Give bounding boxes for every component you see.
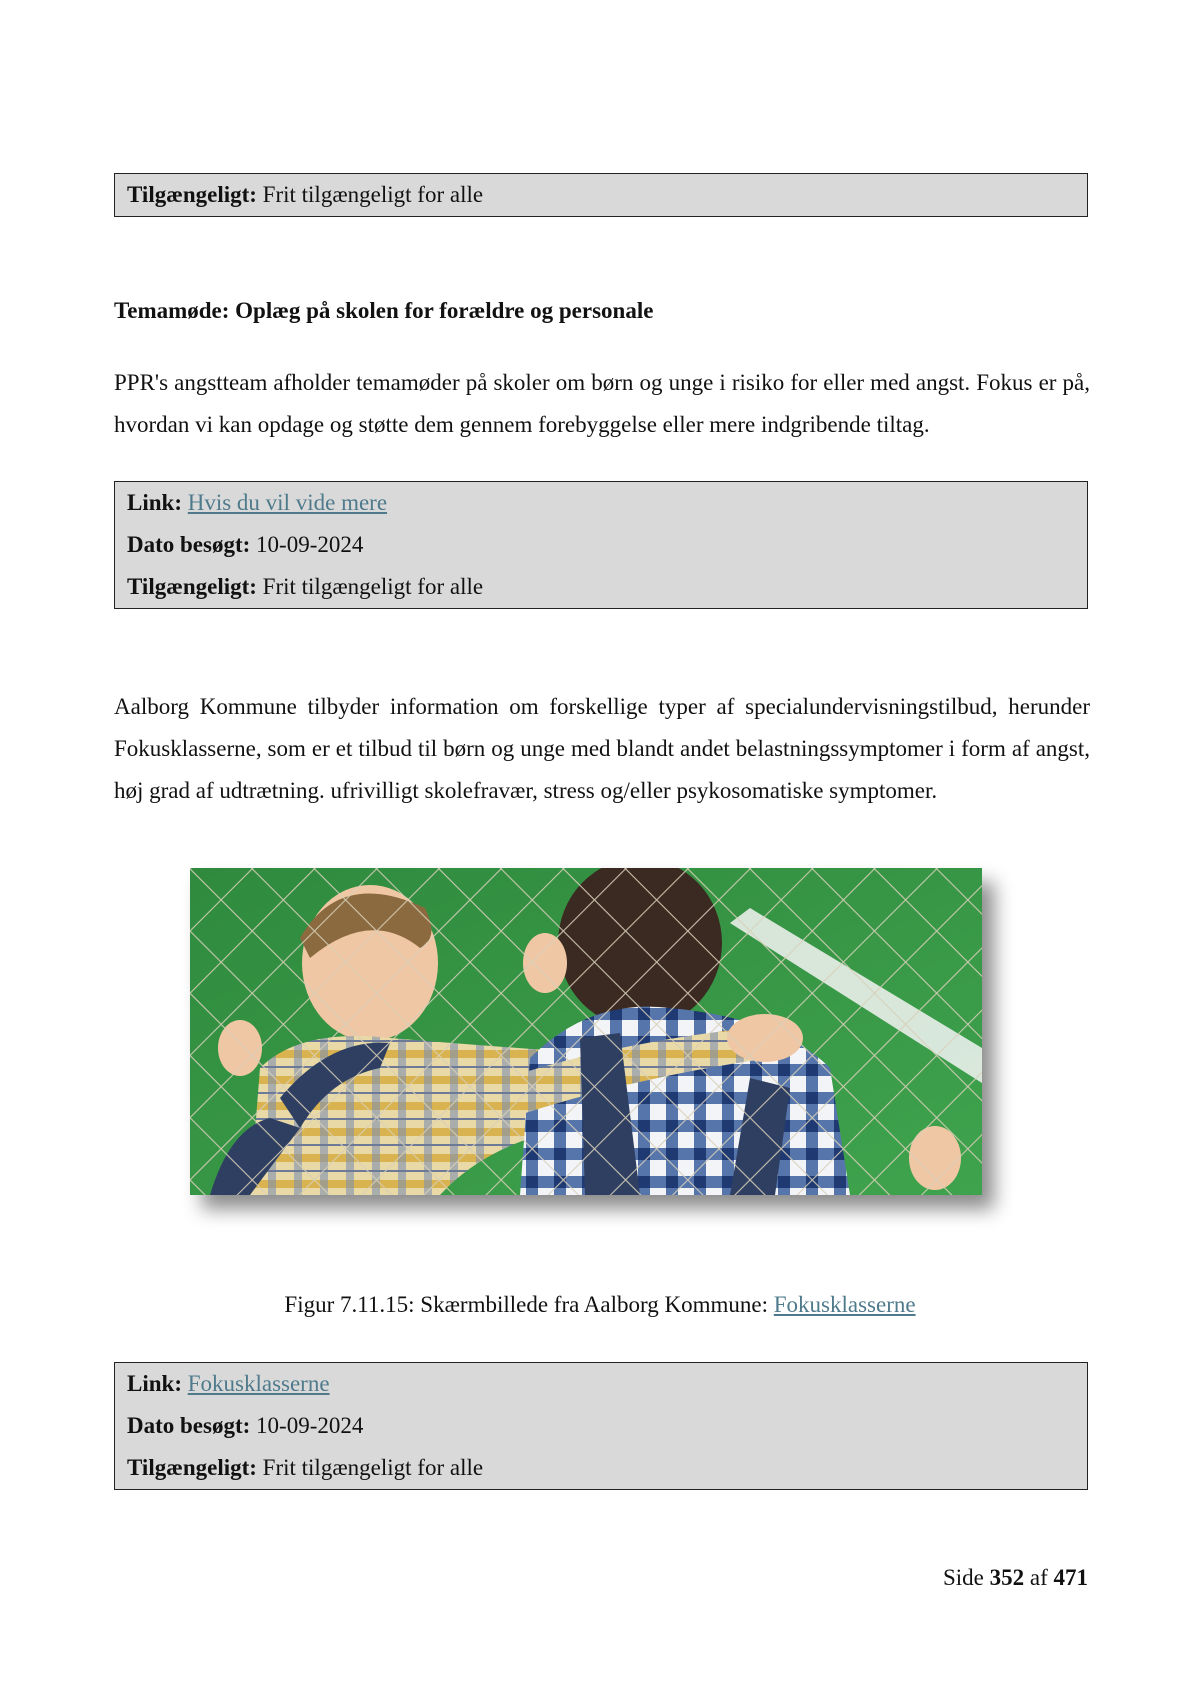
availability-value: Frit tilgængeligt for alle	[262, 574, 484, 599]
date-row	[127, 1405, 1075, 1447]
link-row	[127, 1363, 1075, 1405]
page-number	[943, 1562, 1088, 1594]
availability-label: Tilgængeligt:	[127, 574, 257, 599]
fokusklasserne-link[interactable]: Fokusklasserne	[187, 1371, 330, 1396]
figure-image	[190, 868, 982, 1195]
date-row	[127, 524, 1075, 566]
date-label: Dato besøgt:	[127, 1413, 251, 1438]
availability-value: Frit tilgængeligt for alle	[262, 1455, 484, 1480]
total-pages: 471	[1053, 1565, 1088, 1590]
availability-label: Tilgængeligt:	[127, 182, 257, 207]
page-side-label: Side	[942, 1565, 984, 1590]
date-value: 10-09-2024	[256, 1413, 364, 1438]
link-label: Link:	[127, 490, 182, 515]
info-box-2	[114, 481, 1088, 609]
info-box-1	[114, 173, 1088, 217]
fokusklasser-paragraph: Aalborg Kommune tilbyder information om forskellige typer af specialundervisningstilbud, herunder Fokusklasserne, som er et tilbud til børn og unge med blandt andet belastningssymptomer i form af angst, høj grad af udtrætning. ufrivilligt skolefravær, stress og/eller psykosomatiske symptomer.	[114, 694, 1090, 803]
caption-fokusklasserne-link[interactable]: Fokusklasserne	[773, 1292, 916, 1317]
availability-row	[127, 1447, 1075, 1489]
page-af-label: af	[1029, 1565, 1048, 1590]
link-label: Link:	[127, 1371, 182, 1396]
current-page: 352	[989, 1565, 1025, 1590]
date-value: 10-09-2024	[256, 532, 364, 557]
availability-row	[127, 566, 1075, 608]
section-heading: Temamøde: Oplæg på skolen for forældre og personale	[114, 298, 654, 323]
figure-caption	[0, 1289, 1200, 1321]
link-row	[127, 482, 1075, 524]
caption-text: Figur 7.11.15: Skærmbillede fra Aalborg Kommune:	[284, 1292, 774, 1317]
vide-mere-link[interactable]: Hvis du vil vide mere	[187, 490, 388, 515]
children-at-fence-photo	[190, 868, 982, 1195]
availability-row	[127, 174, 1075, 216]
date-label: Dato besøgt:	[127, 532, 251, 557]
availability-label: Tilgængeligt:	[127, 1455, 257, 1480]
section-paragraph: PPR's angstteam afholder temamøder på skoler om børn og unge i risiko for eller med angst. Fokus er på, hvordan vi kan opdage og støtte dem gennem forebyggelse eller mere indgribende tiltag.	[114, 370, 1090, 437]
info-box-3	[114, 1362, 1088, 1490]
availability-value: Frit tilgængeligt for alle	[262, 182, 484, 207]
